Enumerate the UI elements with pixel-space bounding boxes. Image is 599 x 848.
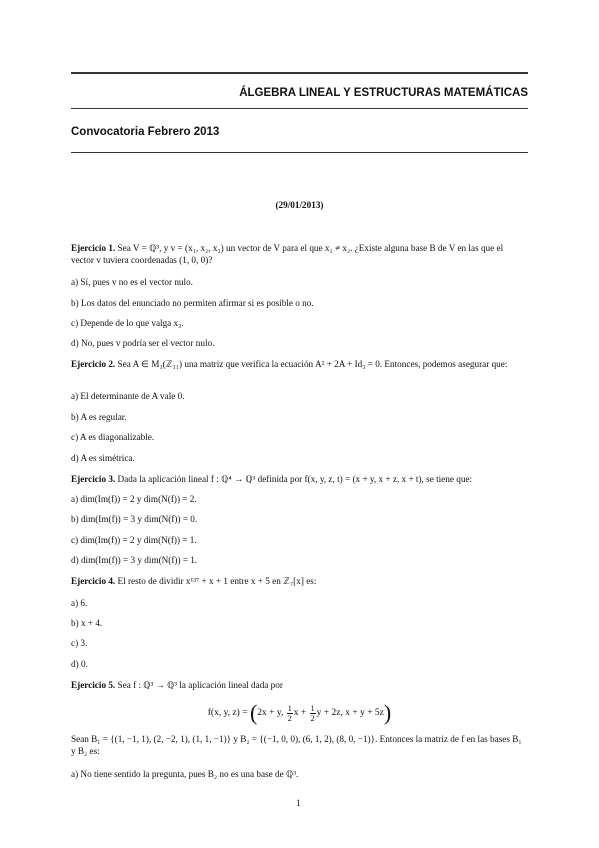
exercise-label: Ejercicio 3. [71,474,116,484]
exam-session: Convocatoria Febrero 2013 [71,126,220,138]
formula-term-3: y + 2z, x + y + 5z [316,708,384,719]
fraction-denominator: 2 [310,713,315,723]
fraction-numerator: 1 [310,703,315,713]
exercise-statement: Sea A ∈ M₃(ℤ₁₁) una matriz que verifica la ecuación A² + 2A + Id₃ = 0. Entonces, podemos asegurar que: [117,359,508,369]
option-1c[interactable]: c) Depende de lo que valga x₃. [71,318,184,328]
bottom-header-rule [71,152,528,153]
fraction-numerator: 1 [287,703,292,713]
exercise-statement: El resto de dividir x¹³⁷ + x + 1 entre x + 5 en ℤ₇[x] es: [117,576,317,586]
mid-rule [71,108,528,109]
formula-display [71,700,528,726]
left-paren-icon: ( [249,700,258,725]
option-4a[interactable]: a) 6. [71,598,88,608]
exercise-2 [71,358,528,370]
formula-term-2: x + [293,708,307,719]
option-3b[interactable]: b) dim(Im(f)) = 3 y dim(N(f)) = 0. [71,514,198,524]
formula-term-1: 2x + y, [257,708,284,719]
exercise-1 [71,242,528,266]
exercise-label: Ejercicio 5. [71,680,116,690]
option-5a[interactable]: a) No tiene sentido la pregunta, pues B₂ no es una base de ℚ³. [71,769,299,779]
option-2c[interactable]: c) A es diagonalizable. [71,432,155,442]
option-1a[interactable]: a) Sí, pues v no es el vector nulo. [71,277,193,287]
option-2d[interactable]: d) A es simétrica. [71,453,135,463]
exercise-label: Ejercicio 4. [71,576,116,586]
formula-lhs: f(x, y, z) = [207,708,248,719]
option-2a[interactable]: a) El determinante de A vale 0. [71,391,185,401]
option-3a[interactable]: a) dim(Im(f)) = 2 y dim(N(f)) = 2. [71,494,197,504]
page-number: 1 [296,798,301,808]
option-2b[interactable]: b) A es regular. [71,412,127,422]
option-1d[interactable]: d) No, pues v podría ser el vector nulo. [71,338,215,348]
option-1b[interactable]: b) Los datos del enunciado no permiten afirmar si es posible o no. [71,298,314,308]
exercise-statement: Dada la aplicación lineal f : ℚ⁴ → ℚ³ definida por f(x, y, z, t) = (x + y, x + z, x + t), se tiene que: [117,474,473,484]
exercise-4 [71,575,316,587]
course-title: ÁLGEBRA LINEAL Y ESTRUCTURAS MATEMÁTICAS [239,87,528,99]
right-paren-icon: ) [383,700,392,725]
exercise-statement: Sea f : ℚ³ → ℚ³ la aplicación lineal dada por [117,680,283,690]
option-4d[interactable]: d) 0. [71,659,88,669]
fraction-2 [310,704,316,723]
exercise-5-bases: Sean B₁ = {(1, −1, 1), (2, −2, 1), (1, 1, −1)} y B₂ = {(−1, 0, 0), (6, 1, 2), (8, 0, −1)}. Entonces la matriz de f en las bases B₁ y B₂ es: [71,734,522,756]
option-4c[interactable]: c) 3. [71,638,88,648]
exam-date: (29/01/2013) [275,200,324,210]
exercise-5 [71,679,283,691]
fraction-1 [287,704,293,723]
option-3c[interactable]: c) dim(Im(f)) = 2 y dim(N(f)) = 1. [71,535,197,545]
exercise-statement: Sea V = ℚ³, y v = (x₁, x₂, x₃) un vector de V para el que x₁ ≠ x₂. ¿Existe alguna base B de V en las que el vector v tuviera coordenadas (1, 0, 0)? [71,243,504,265]
option-3d[interactable]: d) dim(Im(f)) = 3 y dim(N(f)) = 1. [71,555,198,565]
exercise-3 [71,473,472,485]
exercise-label: Ejercicio 2. [71,359,116,369]
exercise-label: Ejercicio 1. [71,243,116,253]
option-4b[interactable]: b) x + 4. [71,618,103,628]
top-rule [71,72,528,74]
fraction-denominator: 2 [287,713,292,723]
